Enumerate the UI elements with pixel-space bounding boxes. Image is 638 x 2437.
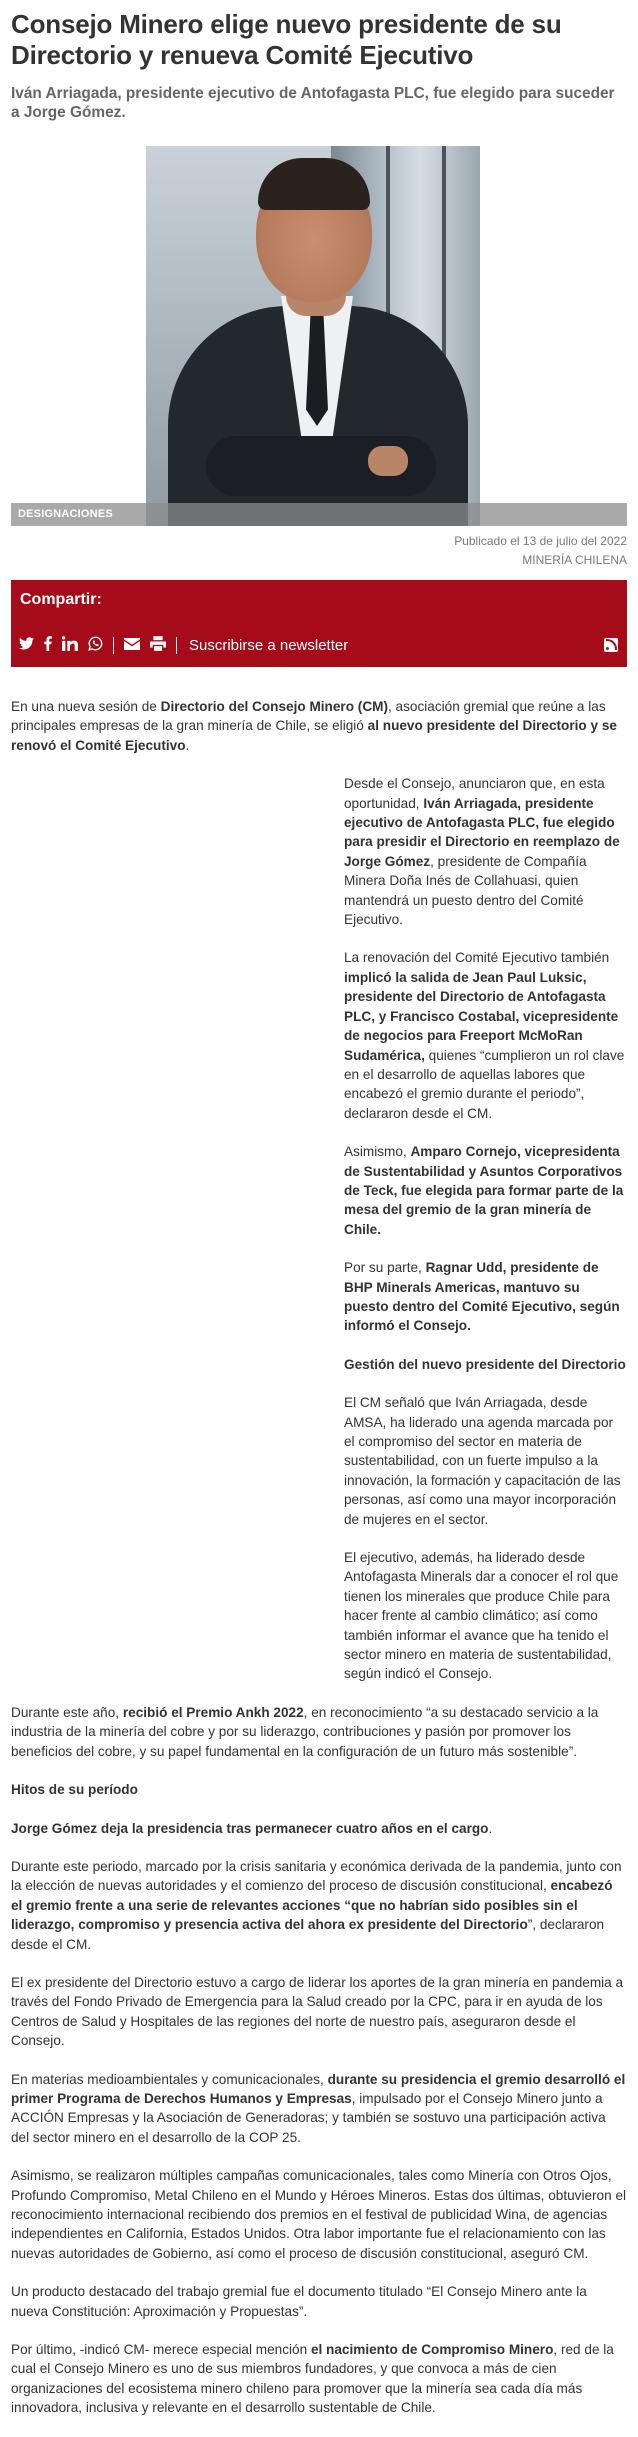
paragraph-11: El ex presidente del Directorio estuvo a cargo de liderar los aportes de la gran minería en pandemia a través del Fondo Privado de Emergencia para la Salud creado por la CPC, para ir en ayuda de los Centros de Salud y Hospitales de las regiones del norte de nuestro país, aseguraron desde el Consejo. [11,1974,624,2049]
email-icon[interactable] [124,638,140,654]
paragraph-13: Asimismo, se realizaron múltiples campañas comunicacionales, tales como Minería con Otros Ojos, Profundo Compromiso, Metal Chileno en el Mundo y Héroes Mineros. Estas dos últimas, obtuvieron el reconocimiento internacional recibiendo dos premios en el festival de publicidad Wina, de agencias independientes en California, Estados Unidos. Otra labor importante fue el relacionamiento con las nuevas autoridades de Gobierno, así como el proceso de discusión constitucional, aseguró CM. [11,2168,627,2261]
paragraph-9: Jorge Gómez deja la presidencia tras permanecer cuatro años en el cargo. [11,1820,493,1836]
paragraph-2: Desde el Consejo, anunciaron que, en esta oportunidad, Iván Arriagada, presidente ejecutivo de Antofagasta PLC, fue elegido para presidir el Directorio en reemplazo de Jorge Gómez, presidente de Compañía Minera Doña Inés de Collahuasi, quien mantendrá un puesto dentro del Comité Ejecutivo. [344,776,620,928]
section-heading-gestion: Gestión del nuevo presidente del Directorio [344,1356,626,1372]
paragraph-12: En materias medioambientales y comunicacionales, durante su presidencia el gremio desarrolló el primer Programa de Derechos Humanos y Empresas, impulsado por el Consejo Minero junto a ACCIÓN Empresas y la Asociación de Generadoras; y también se sostuvo una participación activa del sector minero en el desarrollo de la COP 25. [11,2071,626,2145]
newsletter-link[interactable]: Suscribirse a newsletter [189,637,349,654]
paragraph-6: El CM señaló que Iván Arriagada, desde AMSA, ha liderado una agenda marcada por el compromiso del sector en materia de sustentabilidad, con un fuerte impulso a la innovación, la formación y capacitación de las personas, así como una mayor incorporación de mujeres en el sector. [344,1395,621,1527]
paragraph-8: Durante este año, recibió el Premio Ankh 2022, en reconocimiento “a su destacado servicio a la industria de la minería del cobre y por su liderazgo, contribuciones y pasión por promover los beneficios del cobre, y su papel fundamental en la configuración de un futuro más sostenible”. [11,1704,599,1759]
twitter-icon[interactable] [19,637,34,654]
paragraph-5: Por su parte, Ragnar Udd, presidente de BHP Minerals Americas, mantuvo su puesto dentro del Comité Ejecutivo, según informó el Consejo. [344,1260,620,1334]
paragraph-14: Un producto destacado del trabajo gremial fue el documento titulado “El Consejo Minero ante la nueva Constitución: Aproximación y Propuestas”. [11,2284,587,2319]
divider [113,637,114,654]
share-bar [11,580,627,667]
published-date: Publicado el 13 de julio del 2022 [454,534,627,548]
facebook-icon[interactable] [44,636,52,655]
linkedin-icon[interactable] [62,636,78,655]
share-icons [19,636,348,655]
divider [176,637,177,654]
share-label: Compartir: [20,591,102,608]
rss-icon[interactable] [604,638,618,652]
paragraph-7: El ejecutivo, además, ha liderado desde Antofagasta Minerals dar a conocer el rol que tienen los minerales que produce Chile para hacer frente al cambio climático; así como también informar el avance que ha tenido el sector minero en materia de sustentabilidad, según indicó el Consejo. [344,1550,619,1682]
paragraph-1: En una nueva sesión de Directorio del Consejo Minero (CM), asociación gremial que reúne a las principales empresas de la gran minería de Chile, se eligió al nuevo presidente del Directorio y se renovó el Comité Ejecutivo. [11,699,617,753]
page-title: Consejo Minero elige nuevo presidente de su Directorio y renueva Comité Ejecutivo [11,9,562,70]
hero-photo[interactable] [146,146,480,526]
paragraph-3: La renovación del Comité Ejecutivo también implicó la salida de Jean Paul Luksic, presidente del Directorio de Antofagasta PLC, y Francisco Costabal, vicepresidente de negocios para Freeport McMoRan Sudamérica, quienes “cumplieron un rol clave en el desarrollo de aquellas labores que encabezó el gremio durante el periodo”, declararon desde el CM. [344,950,625,1121]
page-subtitle: Iván Arriagada, presidente ejecutivo de Antofagasta PLC, fue elegido para suceder a Jorge Gómez. [11,85,615,121]
paragraph-10: Durante este periodo, marcado por la crisis sanitaria y económica derivada de la pandemia, junto con la elección de nuevas autoridades y el comienzo del proceso de discusión constitucional, encabezó el gremio frente a una serie de relevantes acciones “que no habrían sido posibles sin el liderazgo, compromiso y presencia activa del ahora ex presidente del Directorio”, declararon desde el CM. [11,1858,622,1952]
print-icon[interactable] [150,636,166,655]
whatsapp-icon[interactable] [88,636,103,655]
section-label[interactable]: MINERÍA CHILENA [522,553,627,567]
paragraph-4: Asimismo, Amparo Cornejo, vicepresidenta de Sustentabilidad y Asuntos Corporativos de Teck, fue elegida para formar parte de la mesa del gremio de la gran minería de Chile. [344,1144,624,1237]
paragraph-15: Por último, -indicó CM- merece especial mención el nacimiento de Compromiso Minero, red de la cual el Consejo Minero es uno de sus miembros fundadores, y que convoca a más de cien organizaciones del ecosistema minero chileno para promover que la minería sea cada día más innovadora, inclusiva y relevante en el desarrollo sustentable de Chile. [11,2342,614,2416]
article-body [11,697,627,2418]
article-meta [11,532,627,569]
section-heading-hitos: Hitos de su período [11,1782,138,1798]
category-tag[interactable]: DESIGNACIONES [11,503,627,526]
hero-image-block [11,146,627,526]
